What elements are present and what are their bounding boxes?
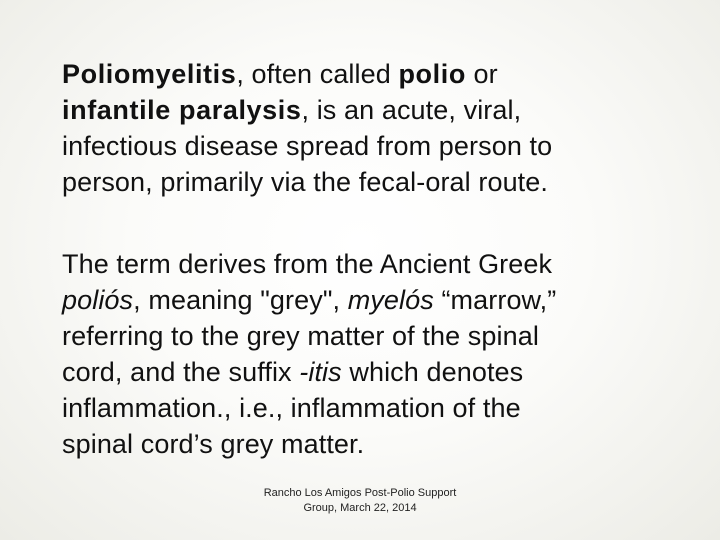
- text-segment: , meaning "grey",: [133, 285, 348, 315]
- footer-line: Rancho Los Amigos Post-Polio Support: [263, 487, 457, 499]
- text-segment: which denotes: [341, 357, 524, 387]
- text-line: inflammation., i.e., inflammation of the: [62, 393, 521, 423]
- greek-word-polios: poliós: [62, 285, 134, 315]
- suffix-itis: -itis: [299, 357, 342, 387]
- text-line: spinal cord’s grey matter.: [62, 429, 365, 459]
- paragraph-etymology: [62, 246, 662, 462]
- slide-footer: [230, 486, 490, 516]
- text-segment: or: [465, 59, 498, 89]
- term-polio: polio: [398, 59, 466, 89]
- text-segment: cord, and the suffix: [62, 357, 300, 387]
- text-line: The term derives from the Ancient Greek: [62, 249, 553, 279]
- footer-line: Group, March 22, 2014: [303, 502, 417, 514]
- text-segment: , is an acute, viral,: [301, 95, 522, 125]
- text-line: infectious disease spread from person to: [62, 131, 553, 161]
- term-poliomyelitis: Poliomyelitis: [62, 59, 237, 89]
- text-segment: , often called: [236, 59, 399, 89]
- text-line: person, primarily via the fecal-oral route.: [62, 167, 549, 197]
- text-segment: “marrow,”: [433, 285, 557, 315]
- paragraph-definition: [62, 56, 662, 200]
- greek-word-myelos: myelós: [347, 285, 434, 315]
- text-line: referring to the grey matter of the spinal: [62, 321, 539, 351]
- term-infantile-paralysis: infantile paralysis: [62, 95, 302, 125]
